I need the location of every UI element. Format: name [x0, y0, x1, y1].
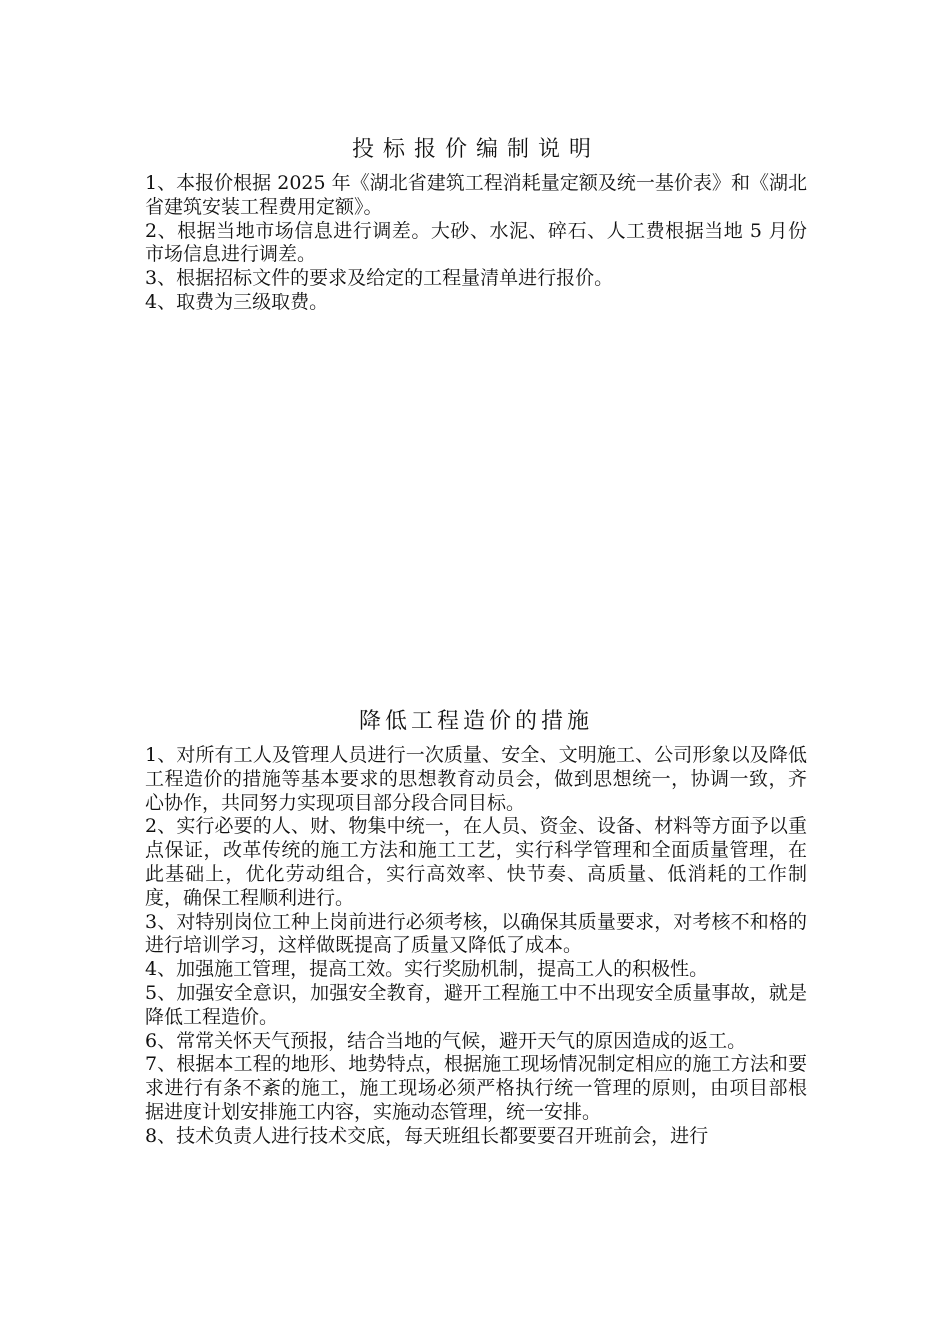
paragraph-item: 8、技术负责人进行技术交底，每天班组长都要要召开班前会，进行: [145, 1124, 709, 1147]
paragraph-item: 4、取费为三级取费。: [145, 290, 329, 313]
paragraph-item: 2、实行必要的人、财、物集中统一，在人员、资金、设备、材料等方面予以重点保证，改革传统的施工方法和施工工艺，实行科学管理和全面质量管理，在此基础上，优化劳动组合，实行高效率、快节奏、高质量、低消耗的工作制度，确保工程顺利进行。: [145, 815, 807, 909]
bid-quote-explanation-section: [145, 132, 807, 315]
paragraph-item: 5、加强安全意识，加强安全教育，避开工程施工中不出现安全质量事故，就是降低工程造价。: [145, 981, 807, 1028]
section-title: 降低工程造价的措施: [358, 709, 593, 734]
paragraph-item: 1、对所有工人及管理人员进行一次质量、安全、文明施工、公司形象以及降低工程造价的措施等基本要求的思想教育动员会，做到思想统一，协调一致，齐心协作，共同努力实现项目部分段合同目标。: [145, 744, 807, 814]
cost-reduction-measures-section: [145, 704, 807, 1149]
paragraph-item: 7、根据本工程的地形、地势特点，根据施工现场情况制定相应的施工方法和要求进行有条不紊的施工，施工现场必须严格执行统一管理的原则，由项目部根据进度计划安排施工内容，实施动态管理，统一安排。: [145, 1053, 807, 1123]
paragraph-item: 6、常常关怀天气预报，结合当地的气候，避开天气的原因造成的返工。: [145, 1029, 747, 1052]
paragraph-item: 2、根据当地市场信息进行调差。大砂、水泥、碎石、人工费根据当地 5 月份市场信息进行调差。: [145, 219, 807, 266]
paragraph-item: 1、本报价根据 2025 年《湖北省建筑工程消耗量定额及统一基价表》和《湖北省建筑安装工程费用定额》。: [145, 172, 807, 218]
paragraph-item: 3、根据招标文件的要求及给定的工程量清单进行报价。: [145, 267, 614, 290]
paragraph-item: 4、加强施工管理，提高工效。实行奖励机制，提高工人的积极性。: [145, 958, 709, 981]
paragraph-item: 3、对特别岗位工种上岗前进行必须考核，以确保其质量要求，对考核不和格的进行培训学习，这样做既提高了质量又降低了成本。: [145, 910, 807, 957]
section-title: 投标报价编制说明: [351, 137, 600, 162]
